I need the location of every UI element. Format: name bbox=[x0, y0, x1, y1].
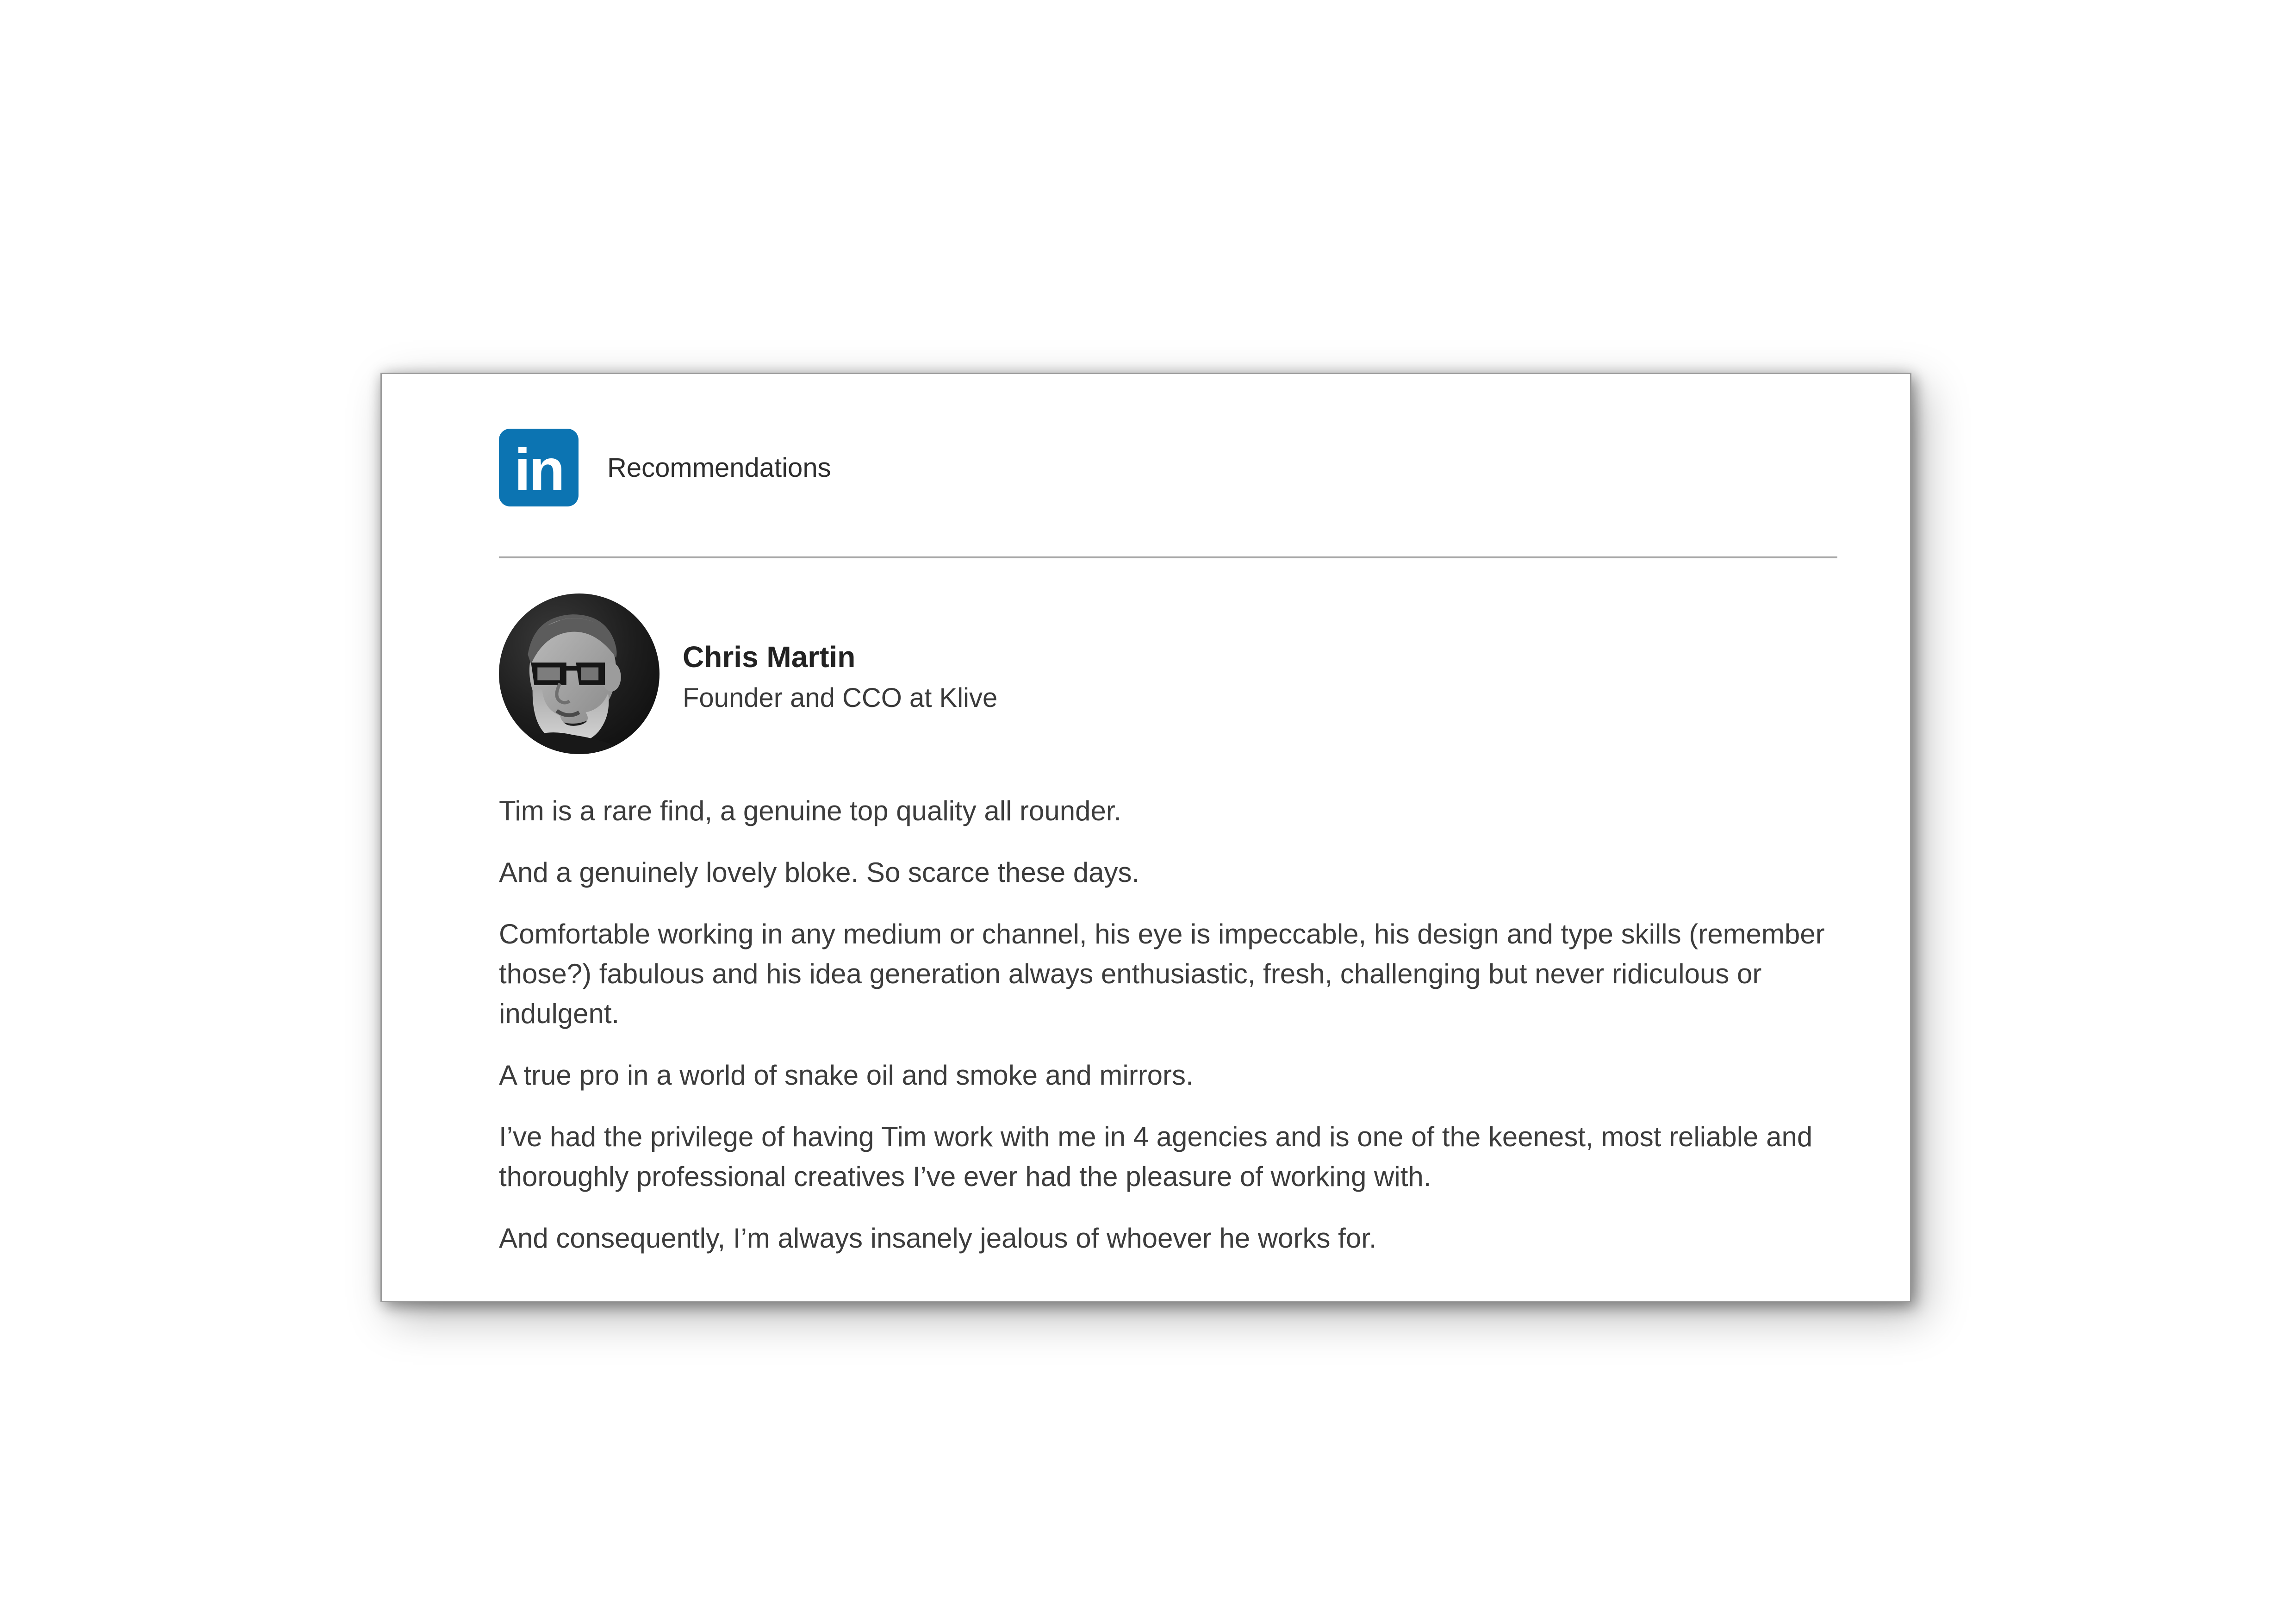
recommendation-paragraph: I’ve had the privilege of having Tim work with me in 4 agencies and is one of the keenest, most reliable and thoroughly professional creatives I’ve ever had the pleasure of working with. bbox=[499, 1121, 1813, 1192]
recommender-headline: Founder and CCO at Klive bbox=[683, 683, 998, 713]
recommendation-paragraph: A true pro in a world of snake oil and smoke and mirrors. bbox=[499, 1060, 1194, 1091]
card-header bbox=[499, 429, 1836, 506]
recommendation-paragraph: Comfortable working in any medium or channel, his eye is impeccable, his design and type skills (remember those?) fabulous and his idea generation always enthusiastic, fresh, challenging but never ridiculous or indulgent. bbox=[499, 918, 1825, 1029]
recommendation-paragraph: Tim is a rare find, a genuine top quality all rounder. bbox=[499, 795, 1122, 826]
recommender-name: Chris Martin bbox=[683, 640, 856, 674]
avatar bbox=[499, 593, 660, 754]
recommendation-paragraph: And a genuinely lovely bloke. So scarce these days. bbox=[499, 857, 1140, 888]
avatar-portrait-graphic bbox=[499, 593, 660, 754]
recommendation-text bbox=[499, 791, 1839, 1258]
header-divider bbox=[499, 556, 1837, 558]
linkedin-logo-icon: in bbox=[499, 429, 579, 506]
header-title: Recommendations bbox=[607, 452, 831, 483]
recommendation-card bbox=[380, 373, 1911, 1302]
recommender-meta bbox=[683, 593, 997, 713]
recommendation-paragraph: And consequently, I’m always insanely jealous of whoever he works for. bbox=[499, 1223, 1377, 1254]
recommender-block bbox=[499, 593, 1836, 754]
